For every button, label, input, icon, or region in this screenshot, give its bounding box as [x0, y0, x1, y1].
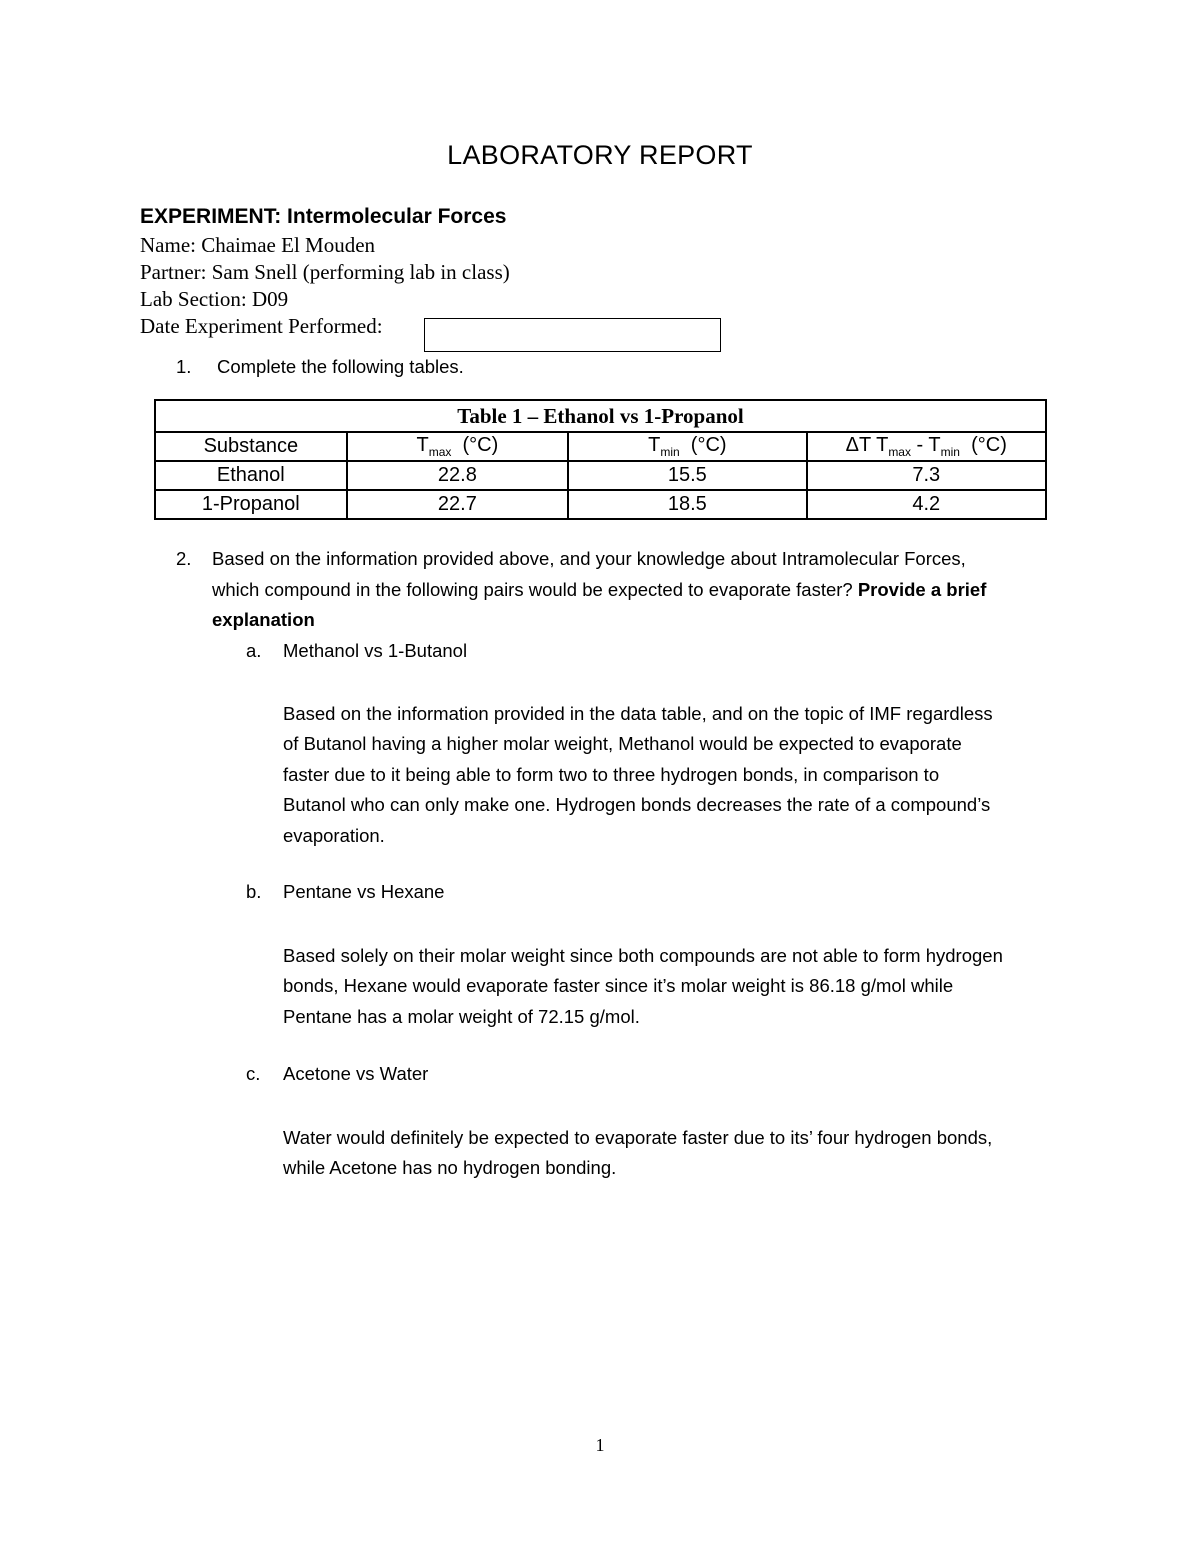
question-2-line-1: Based on the information provided above, and your knowledge about Intramolecular Forces,	[212, 548, 966, 569]
answer-line: Butanol who can only make one. Hydrogen bonds decreases the rate of a compound’s	[283, 794, 991, 816]
student-name: Name: Chaimae El Mouden	[140, 233, 376, 257]
cell-delta-t: 7.3	[807, 461, 1046, 490]
question-2-line-2-text: which compound in the following pairs would be expected to evaporate faster?	[212, 579, 858, 600]
part-b-answer	[283, 941, 1083, 1032]
cell-tmin: 18.5	[568, 490, 806, 519]
question-2-line-3: explanation	[212, 609, 315, 630]
experiment-value: Intermolecular Forces	[287, 205, 507, 228]
header-delta-t: ΔT $T_{max} - T_{min}$ (°C)	[807, 432, 1046, 461]
cell-substance: 1-Propanol	[155, 490, 347, 519]
answer-line: Based solely on their molar weight since both compounds are not able to form hydrogen	[283, 945, 1003, 966]
part-b-title: Pentane vs Hexane	[283, 881, 445, 902]
lab-section: Lab Section: D09	[140, 287, 289, 311]
question-1-number: 1.	[176, 356, 192, 377]
question-2-line-2	[212, 579, 986, 601]
part-c-answer	[283, 1123, 1083, 1184]
experiment-line	[140, 205, 506, 229]
answer-line: evaporation.	[283, 824, 385, 846]
table-caption-row	[155, 400, 1046, 432]
answer-line: Pentane has a molar weight of 72.15 g/mol.	[283, 1005, 640, 1027]
partner-name: Partner: Sam Snell (performing lab in class)	[140, 260, 510, 284]
cell-delta-t: 4.2	[807, 490, 1046, 519]
experiment-label: EXPERIMENT:	[140, 205, 282, 228]
answer-line: Based on the information provided in the data table, and on the topic of IMF regardless	[283, 703, 993, 724]
table-row	[155, 490, 1046, 519]
answer-line: while Acetone has no hydrogen bonding.	[283, 1157, 617, 1179]
question-2-line-2-bold: Provide a brief	[857, 579, 987, 600]
part-c-title: Acetone vs Water	[283, 1063, 429, 1084]
header-substance: Substance	[155, 432, 347, 461]
table-caption: Table 1 – Ethanol vs 1-Propanol	[155, 400, 1046, 432]
part-b-label: b.	[246, 881, 262, 902]
part-c-label: c.	[246, 1063, 261, 1084]
header-tmax: $T_{max}$ (°C)	[347, 432, 568, 461]
table-1	[154, 399, 1047, 520]
answer-line: bonds, Hexane would evaporate faster since it’s molar weight is 86.18 g/mol while	[283, 975, 954, 997]
page-number: 1	[595, 1435, 605, 1455]
cell-tmin: 15.5	[568, 461, 806, 490]
question-2-number: 2.	[176, 548, 192, 569]
date-label: Date Experiment Performed:	[140, 314, 383, 338]
part-a-answer	[283, 699, 1083, 851]
report-title: LABORATORY REPORT	[447, 140, 753, 170]
part-a-title: Methanol vs 1-Butanol	[283, 640, 468, 661]
cell-tmax: 22.7	[347, 490, 568, 519]
table-header-row	[155, 432, 1046, 461]
cell-tmax: 22.8	[347, 461, 568, 490]
question-1-text: Complete the following tables.	[217, 356, 464, 377]
part-a-label: a.	[246, 640, 262, 661]
cell-substance: Ethanol	[155, 461, 347, 490]
answer-line: Water would definitely be expected to evaporate faster due to its’ four hydrogen bonds,	[283, 1127, 993, 1148]
header-tmin: $T_{min}$ (°C)	[568, 432, 806, 461]
answer-line: of Butanol having a higher molar weight, Methanol would be expected to evaporate	[283, 733, 962, 755]
table-row	[155, 461, 1046, 490]
date-field[interactable]	[424, 318, 721, 352]
answer-line: faster due to it being able to form two to three hydrogen bonds, in comparison to	[283, 763, 940, 785]
